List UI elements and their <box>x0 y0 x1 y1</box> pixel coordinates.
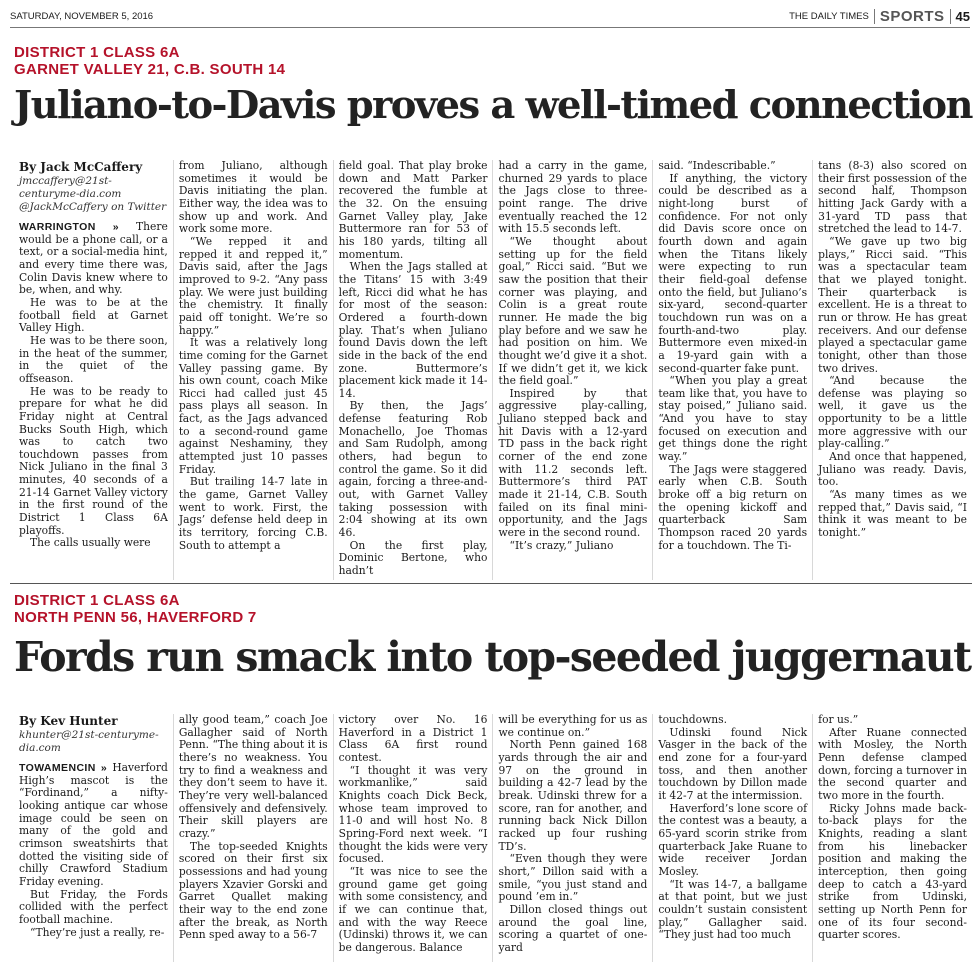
dateline: WARRINGTON » <box>19 221 119 233</box>
paragraph: victory over No. 16 Haverford in a District 1 Class 6A first round contest. <box>338 714 488 764</box>
kicker-line: GARNET VALLEY 21, C.B. SOUTH 14 <box>14 61 286 78</box>
byline-author: By Jack McCaffery <box>19 160 143 174</box>
paragraph: from Juliano, although sometimes it would be Davis initiating the plan. Either way, the idea was to show up and work. And work some more. <box>178 160 328 236</box>
paragraph: Dillon closed things out around the goal line, scoring a quartet of one-yard <box>498 902 648 954</box>
column <box>812 160 972 580</box>
kicker-line: NORTH PENN 56, HAVERFORD 7 <box>14 609 257 626</box>
paragraph: field goal. That play broke down and Matt Parker recovered the fumble at the 32. On the ensuing Garnet Valley play, Jake Buttermore ran for 53 of his 180 yards, tilting all momentum. <box>338 160 488 261</box>
byline-twitter: @JackMcCaffery on Twitter <box>19 201 167 213</box>
header-divider <box>950 9 951 24</box>
paragraph: Udinski found Nick Vasger in the back of the end zone for a four-yard toss, and then another touchdown by Dillon made it 42-7 at the intermission. <box>658 725 808 802</box>
column <box>173 714 333 962</box>
paragraph <box>19 221 168 297</box>
paragraph: When the Jags stalled at the Titans’ 15 with 3:49 left, Ricci did what he has for most of the season: Ordered a fourth-down play. That’s when Juliano found Davis down the left side in the back of the end zone. Buttermore’s placement kick made it 14-14. <box>338 260 488 400</box>
story-divider <box>10 583 972 584</box>
paragraph: North Penn gained 168 yards through the air and 97 on the ground in building a 42-7 lead by the break. Udinski threw for a score, ran for another, and running back Nick Dillon racked up four rushing TD’s. <box>498 738 648 853</box>
paragraph: If anything, the victory could be described as a night-long burst of confidence. For not only did Davis score once on fourth down and again when the Titans likely were expecting to run their field-goal defense onto the field, but Juliano’s six-yard, second-quarter touchdown run was on a fourth-and-two play. Buttermore even mixed-in a 19-yard gain with a second-quarter fake punt. <box>658 171 808 375</box>
column <box>652 160 812 580</box>
paragraph-text: Haverford High’s mascot is the “Fordinand,” a nifty-looking antique car whose image could be seen on many of the gold and crimson sweatshirts that dotted the visiting side of chilly Crawford Stadium Friday evening. <box>19 761 168 888</box>
header-divider <box>874 9 875 24</box>
byline-email: khunter@21st-centuryme-dia.com <box>19 729 159 754</box>
paragraph: But Friday, the Fords collided with the perfect football machine. <box>19 887 168 926</box>
paragraph: Ricky Johns made back-to-back plays for the Knights, reading a slant from his linebacker position and making the interception, then going deep to catch a 43-yard strike from Udinski, setting up North Penn for one of its four second-quarter scores. <box>818 801 967 942</box>
paragraph: “And because the defense was playing so well, it gave us the opportunity to be a little more aggressive with our play-calling.” <box>818 374 967 451</box>
column <box>333 714 493 962</box>
paragraph: will be everything for us as we continue on.” <box>498 714 648 739</box>
column <box>14 714 173 962</box>
story1-body <box>14 160 972 580</box>
paragraph: “We gave up two big plays,” Ricci said. “This was a spectacular team that we played tonight. Their quarterback is excellent. He is a threat to run or throw. He has great receivers. And our defense played a spectacular game tonight, other than those two drives. <box>818 234 967 375</box>
paragraph: The Jags were staggered early when C.B. South broke off a big return on the opening kickoff and quarterback Sam Thompson raced 20 yards for a touchdown. The Ti- <box>658 462 808 552</box>
story-juliano-davis <box>14 44 972 580</box>
paper-name: THE DAILY TIMES <box>789 10 869 22</box>
paragraph: “When you play a great team like that, you have to stay poised,” Juliano said. “And you have to stay focused on execution and get things done the right way.” <box>658 374 808 464</box>
story2-headline: Fords run smack into top-seeded juggernaut <box>14 633 971 681</box>
dateline: TOWAMENCIN » <box>19 762 108 774</box>
story2-kicker <box>14 592 972 626</box>
paragraph: The top-seeded Knights scored on their first six possessions and had young players Xzavier Gorski and Garret Quallet making their way to the end zone after the break, as North Penn sped away to a 56-7 <box>178 839 328 942</box>
paragraph: He was to be at the football field at Garnet Valley High. <box>19 295 168 335</box>
paragraph: “It was 14-7, a ballgame at that point, but we just couldn’t sustain consistent play,” Gallagher said. “They just had too much <box>658 877 808 942</box>
byline-email: jmccaffery@21st-centuryme-dia.com <box>19 175 122 200</box>
paragraph: for us.” <box>818 714 859 726</box>
story-fords-juggernaut <box>14 592 972 962</box>
kicker-line: DISTRICT 1 CLASS 6A <box>14 44 180 61</box>
column <box>333 160 493 580</box>
issue-date: SATURDAY, NOVEMBER 5, 2016 <box>10 10 154 22</box>
paragraph: Haverford’s lone score of the contest was a beauty, a 65-yard scorin strike from quarterback Jake Ruane to wide receiver Jordan Mosley. <box>658 801 808 878</box>
column <box>652 714 812 962</box>
paragraph: “It’s crazy,” Juliano <box>509 538 614 552</box>
paragraph: had a carry in the game, churned 29 yards to place the Jags close to three-point range. The drive eventually reached the 12 with 15.5 seconds left. <box>498 160 648 236</box>
paragraph: It was a relatively long time coming for the Garnet Valley passing game. By his own count, coach Mike Ricci had called just 45 pass plays all season. In fact, as the Jags advanced to a second-round game against Neshaminy, they attempted just 10 passes Friday. <box>178 336 328 476</box>
paragraph: touchdowns. <box>658 714 727 726</box>
paragraph: “We thought about setting up for the field goal,” Ricci said. “But we saw the position that their corner was playing, and Colin is a great route runner. He made the big play before and we saw he had position on him. We thought we’d give it a shot. If we didn’t get it, we kick the field goal.” <box>498 234 648 388</box>
paragraph: “It was nice to see the ground game get going with some consistency, and if we can continue that, and with the way Reece (Udinski) throws it, we can be dangerous. Balance <box>338 864 488 954</box>
paragraph: On the first play, Dominic Bertone, who hadn’t <box>338 538 488 577</box>
byline-author: By Kev Hunter <box>19 714 118 728</box>
paragraph: “Even though they were short,” Dillon said with a smile, “you just stand and pound ’em in.” <box>498 852 648 904</box>
byline <box>19 714 168 755</box>
column <box>812 714 972 962</box>
paragraph: He was to be there soon, in the heat of the summer, in the quiet of the offseason. <box>19 333 168 385</box>
paragraph: After Ruane connected with Mosley, the North Penn defense clamped down, forcing a turnover in the second quarter and two more in the fourth. <box>818 725 967 802</box>
story1-kicker <box>14 44 972 78</box>
paragraph: By then, the Jags’ defense featuring Rob Monachello, Joe Thomas and Sam Rudolph, among others, had begun to control the game. So it did again, forcing a three-and-out, with Garnet Valley taking possession with 2:04 showing at its own 46. <box>338 399 488 540</box>
paragraph-text: There would be a phone call, or a text, or a social-media hint, and every time there was, Colin Davis knew where to be, when, and why. <box>19 220 168 297</box>
paragraph: But trailing 14-7 late in the game, Garnet Valley went to work. First, the Jags’ defense held deep in its territory, forcing C.B. South to attempt a <box>178 475 328 552</box>
byline <box>19 160 168 214</box>
paragraph: tans (8-3) also scored on their first possession of the second half, Thompson hitting Jack Gardy with a 31-yard TD pass that stretched the lead to 14-7. <box>818 160 967 236</box>
page-header <box>10 6 970 26</box>
paragraph: Inspired by that aggressive play-calling, Juliano stepped back and hit Davis with a 12-yard TD pass in the back right corner of the end zone with 11.2 seconds left. Buttermore’s third PAT made it 21-14, C.B. South failed on its final mini-opportunity, and the Jags were in the second round. <box>498 386 648 540</box>
page-number: 45 <box>955 8 970 24</box>
story2-body <box>14 714 972 962</box>
paragraph: “They’re just a really, re- <box>30 925 165 939</box>
column <box>492 714 652 962</box>
column <box>173 160 333 580</box>
paragraph: And once that happened, Juliano was ready. Davis, too. <box>818 450 967 489</box>
paragraph: ally good team,” coach Joe Gallagher said of North Penn. “The thing about it is there’s no weakness. You try to find a weakness and they don’t seem to have it. They’re very well-balanced offensively and defensively. Their skill players are crazy.” <box>178 714 328 840</box>
section-flag <box>789 8 970 25</box>
section-name: SPORTS <box>879 7 945 25</box>
paragraph: He was to be ready to prepare for what he did Friday night at Central Bucks South High, which was to catch two touchdown passes from Nick Juliano in the final 3 minutes, 40 seconds of a 21-14 Garnet Valley victory in the first round of the District 1 Class 6A playoffs. <box>19 384 168 537</box>
paragraph: The calls usually were <box>30 536 151 550</box>
column <box>14 160 173 580</box>
paragraph: “I thought it was very workmanlike,” said Knights coach Dick Beck, whose team improved to 11-0 and will host No. 8 Spring-Ford next week. “I thought the kids were very focused. <box>338 763 488 866</box>
paragraph: “We repped it and repped it and repped it,” Davis said, after the Jags improved to 9-2. “Any pass play. We were just building the chemistry. It finally paid off tonight. We’re so happy.” <box>178 234 328 337</box>
paragraph: said. “Indescribable.” <box>658 160 776 172</box>
paragraph <box>19 762 168 889</box>
column <box>492 160 652 580</box>
story1-headline: Juliano-to-Davis proves a well-timed connection <box>14 83 972 128</box>
paragraph: “As many times as we repped that,” Davis said, “I think it was meant to be tonight.” <box>818 488 967 540</box>
kicker-line: DISTRICT 1 CLASS 6A <box>14 592 180 609</box>
header-rule <box>10 27 970 28</box>
